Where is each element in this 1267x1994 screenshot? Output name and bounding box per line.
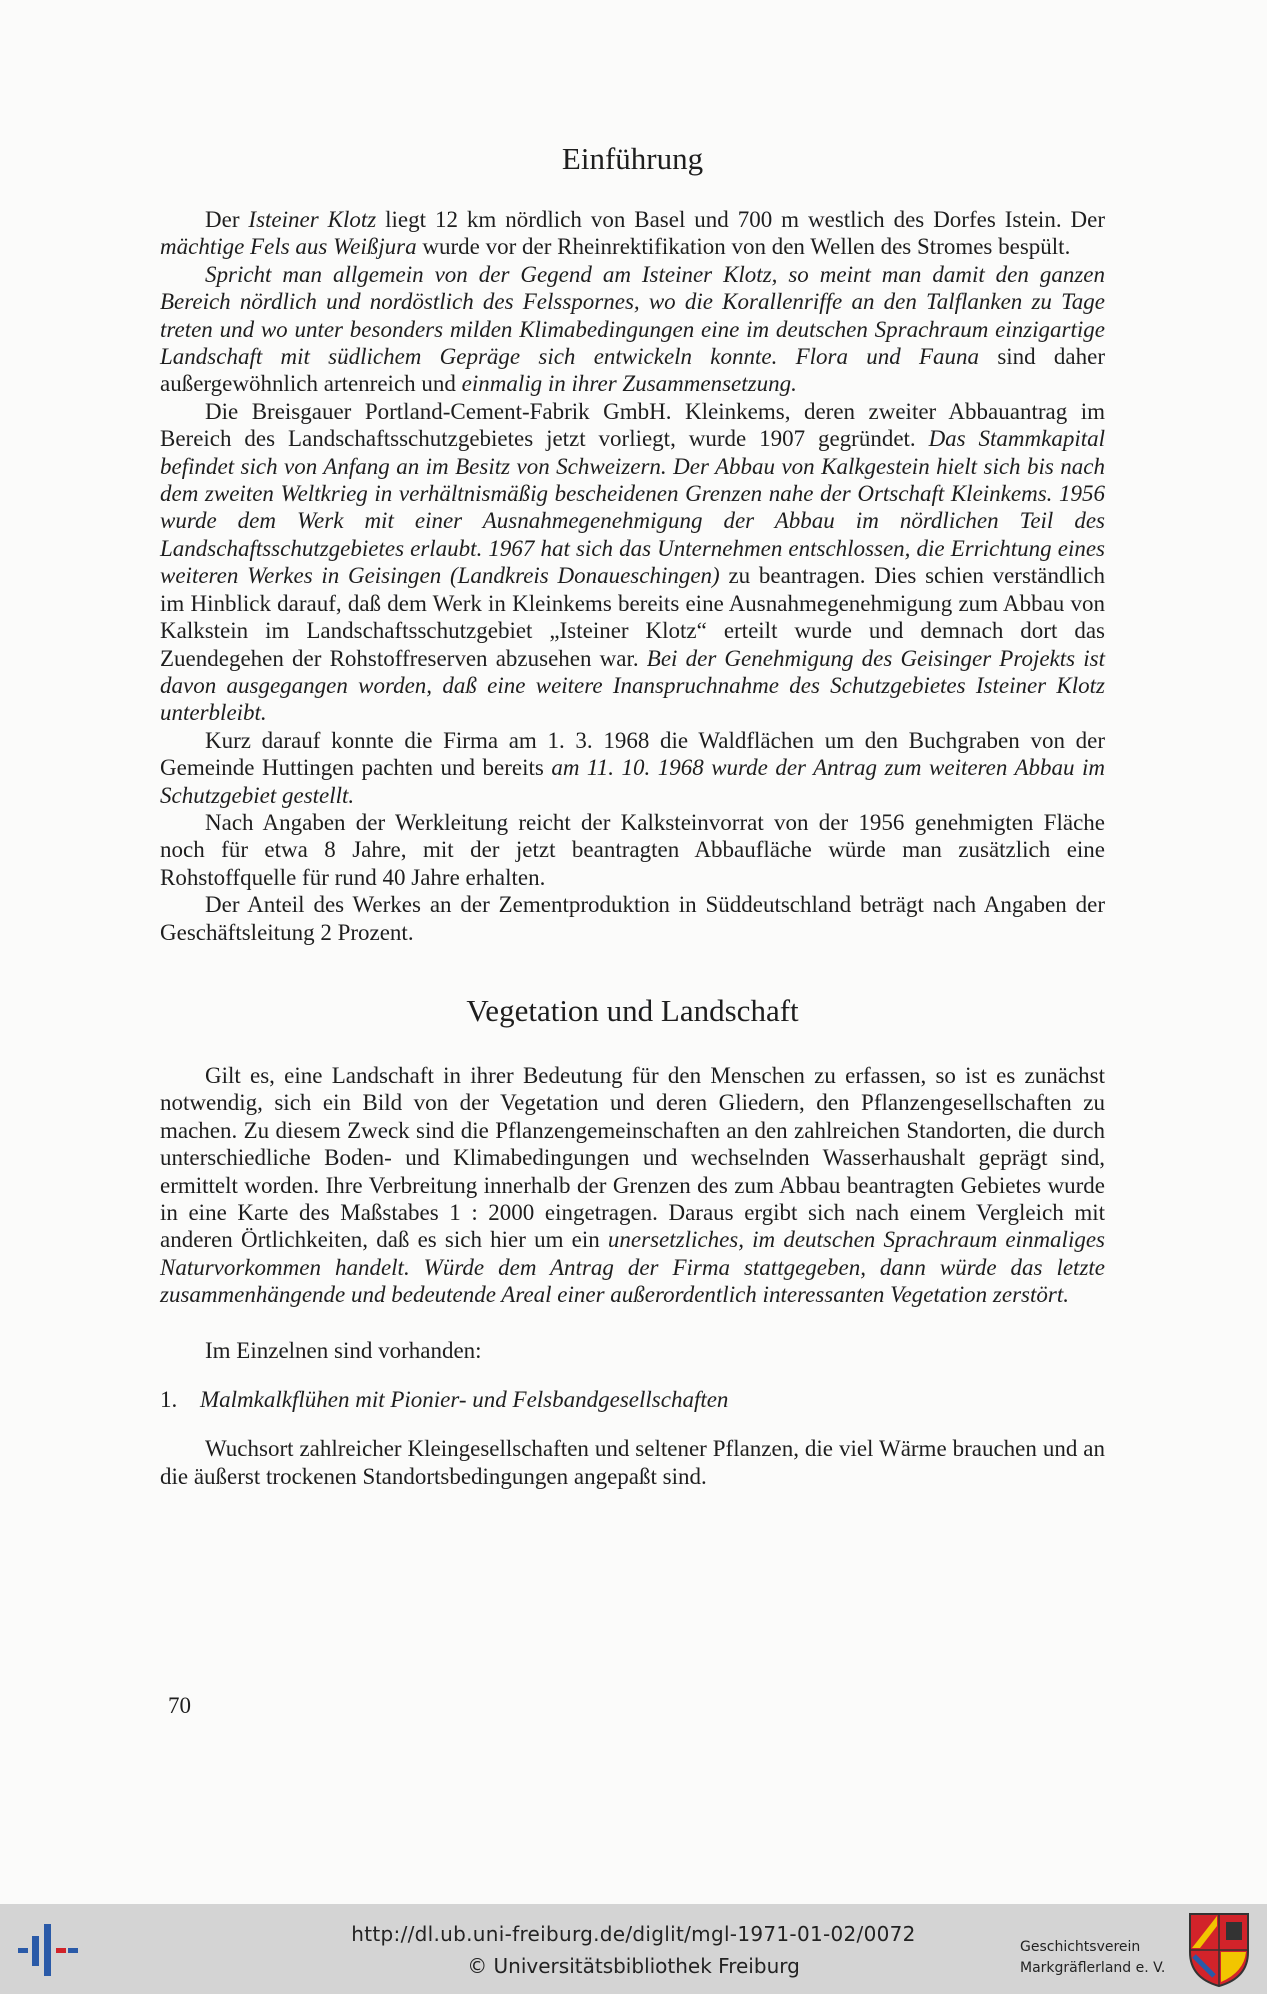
paragraph: Spricht man allgemein von der Gegend am Isteiner Klotz, so meint man damit den ganzen Bereich nördlich und nordöstlich des Felsspornes, wo die Korallenriffe an den Talflanken zu Tage treten und wo unter besonders milden Klimabedingungen eine im deutschen Sprachraum einzigartige Landschaft mit südlichem Gepräge sich entwickeln konnte. Flora und Fauna sind daher außergewöhnlich artenreich und einmalig in ihrer Zusammensetzung. (160, 261, 1105, 397)
copyright-text: © Universitätsbibliothek Freiburg (467, 1954, 800, 1978)
page-number: 70 (168, 1693, 191, 1718)
list-heading: Malmkalkflühen mit Pionier- und Felsbandgesellschaften (200, 1387, 729, 1413)
page-content (160, 140, 1105, 1490)
list-item (160, 1386, 1105, 1413)
paragraph: Die Breisgauer Portland-Cement-Fabrik GmbH. Kleinkems, deren zweiter Abbauantrag im Bereich des Landschaftsschutzgebietes jetzt vorliegt, wurde 1907 gegründet. Das Stammkapital befindet sich von Anfang an im Besitz von Schweizern. Der Abbau von Kalkgestein hielt sich bis nach dem zweiten Weltkrieg in verhältnismäßig bescheidenen Grenzen nahe der Ortschaft Kleinkems. 1956 wurde dem Werk mit einer Ausnahmegenehmigung der Abbau im nördlichen Teil des Landschaftsschutzgebietes erlaubt. 1967 hat sich das Unternehmen entschlossen, die Errichtung eines weiteren Werkes in Geisingen (Landkreis Donaueschingen) zu beantragen. Dies schien verständlich im Hinblick darauf, daß dem Werk in Kleinkems bereits eine Ausnahmegenehmigung zum Abbau von Kalkstein im Landschaftsschutzgebiet „Isteiner Klotz“ erteilt wurde und demnach dort das Zuendegehen der Rohstoffreserven abzusehen war. Bei der Genehmigung des Geisinger Projekts ist davon ausgegangen worden, daß eine weitere Inanspruchnahme des Schutzgebietes Isteiner Klotz unterbleibt. (160, 398, 1105, 726)
paragraph: Kurz darauf konnte die Firma am 1. 3. 1968 die Waldflächen um den Buchgraben von der Gemeinde Huttingen pachten und bereits am 11. 10. 1968 wurde der Antrag zum weiteren Abbau im Schutzgebiet gestellt. (160, 727, 1105, 808)
publisher-name: Geschichtsverein Markgräflerland e. V. (1020, 1939, 1166, 1976)
paragraph: Der Anteil des Werkes an der Zementproduktion in Süddeutschland beträgt nach Angaben der Geschäftsleitung 2 Prozent. (160, 892, 1105, 945)
section-title-einfuehrung: Einführung (561, 141, 704, 176)
permalink-url[interactable]: http://dl.ub.uni-freiburg.de/diglit/mgl-1971-01-02/0072 (351, 1922, 916, 1946)
footer-bar (0, 1904, 1267, 1994)
paragraph: Der Isteiner Klotz liegt 12 km nördlich von Basel und 700 m westlich des Dorfes Istein. Der mächtige Fels aus Weißjura wurde vor der Rheinrektifikation von den Wellen des Stromes bespült. (160, 207, 1105, 260)
coat-of-arms-icon (1188, 1912, 1250, 1988)
paragraph: Nach Angaben der Werkleitung reicht der Kalksteinvorrat von der 1956 genehmigten Fläche noch für etwa 8 Jahre, mit der jetzt beantragten Abbaufläche würde man zusätzlich eine Rohstoffquelle für rund 40 Jahre erhalten. (160, 809, 1105, 890)
section-title-vegetation: Vegetation und Landschaft (466, 992, 799, 1028)
list-number: 1. (160, 1387, 178, 1413)
paragraph: Gilt es, eine Landschaft in ihrer Bedeutung für den Menschen zu erfassen, so ist es zunächst notwendig, sich ein Bild von der Vegetation und deren Gliedern, den Pflanzengesellschaften zu machen. Zu diesem Zweck sind die Pflanzengemeinschaften an den zahlreichen Standorten, die durch unterschiedliche Boden- und Klimabedingungen und wechselnden Wasserhaushalt geprägt sind, ermittelt worden. Ihre Verbreitung innerhalb der Grenzen des zum Abbau beantragten Gebietes wurde in eine Karte des Maßstabes 1 : 2000 eingetragen. Daraus ergibt sich nach einem Vergleich mit anderen Örtlichkeiten, daß es sich hier um ein unersetzliches, im deutschen Sprachraum einmaliges Naturvorkommen handelt. Würde dem Antrag der Firma stattgegeben, dann würde das letzte zusammenhängende und bedeutende Areal einer außerordentlich interessanten Vegetation zerstört. (160, 1062, 1105, 1308)
paragraph: Im Einzelnen sind vorhanden: (205, 1337, 482, 1363)
paragraph: Wuchsort zahlreicher Kleingesellschaften und seltener Pflanzen, die viel Wärme brauchen und an die äußerst trockenen Standortsbedingungen angepaßt sind. (160, 1436, 1105, 1489)
